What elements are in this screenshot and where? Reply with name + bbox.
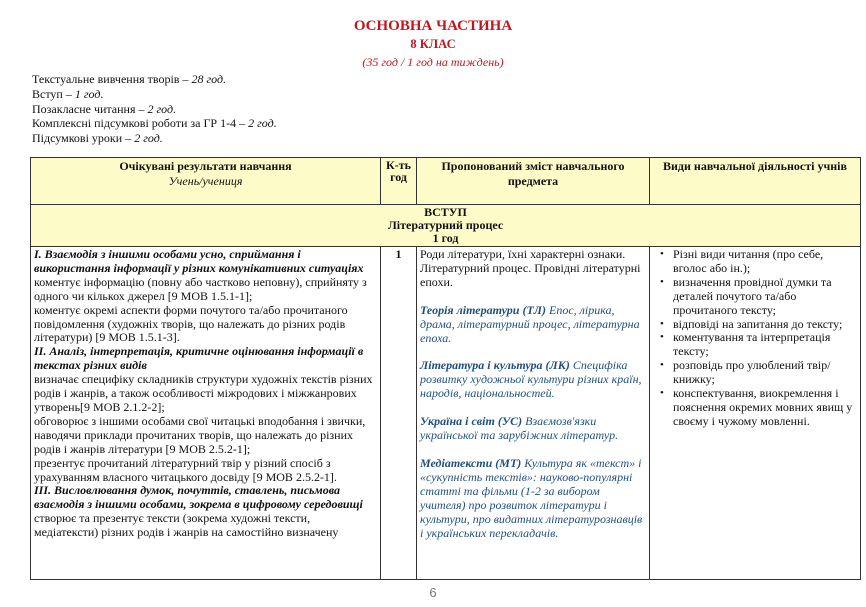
summary-line: Вступ – 1 год.	[32, 86, 104, 101]
results-text: коментує інформацію (повну або частково неповну), сприйняту з одного чи кількох джерел [9 МОВ 1.5.1-1];	[34, 274, 367, 303]
list-item: • відповіді на запитання до тексту;	[667, 318, 857, 332]
list-item: • розповідь про улюблений твір/книжку;	[667, 359, 857, 387]
page-title: ОСНОВНА ЧАСТИНА	[353, 18, 513, 34]
list-item: • конспектування, виокремлення і пояснення окремих мовних явищ у своєму і чужому мовленні.	[667, 387, 857, 429]
hours-summary	[32, 72, 277, 146]
results-heading: ІІ. Аналіз, інтерпретація, критичне оцінювання інформації в текстах різних видів	[34, 344, 364, 373]
header-content: Пропонований зміст навчального предмета	[417, 158, 650, 205]
activities-list	[653, 248, 857, 429]
summary-line: Позакласне читання – 2 год.	[32, 101, 177, 116]
list-item: • коментування та інтерпретація тексту;	[667, 331, 857, 359]
table-row	[31, 247, 861, 580]
results-cell	[31, 247, 381, 580]
content-block: Теорія літератури (ТЛ) Епос, лірика, драма, літературний процес, літературна епоха.	[420, 302, 640, 345]
content-cell	[417, 247, 650, 580]
summary-line: Підсумкові уроки – 2 год.	[32, 131, 163, 146]
activities-cell	[650, 247, 861, 580]
table-header-row	[31, 158, 861, 205]
results-text: обговорює з іншими особами свої читацькі вподобання і звички, наводячи приклади прочитаних творів, що належать до різних родів і жанрів літератури [9 МОВ 2.5.2-1];	[34, 413, 366, 456]
grade-label: 8 КЛАС	[410, 37, 456, 51]
section-hours: 1 год	[432, 231, 459, 245]
content-block: Медіатексти (МТ) Культура як «текст» і «сукупність текстів»: науково-популярні статті та фільми (1-2 за вибором учителя) про розвиток літератури і культури, про видатних літературознавців і українських перекладачів.	[420, 455, 643, 540]
results-text: презентує прочитаний літературний твір у різний спосіб з урахуванням власного читацького досвіду [9 МОВ 2.5.2-1].	[34, 455, 337, 484]
section-title: ВСТУП	[424, 205, 467, 219]
results-heading: І. Взаємодія з іншими особами усно, сприймання і використання інформації у різних комунікативних ситуаціях	[34, 247, 364, 275]
hours-note: (35 год / 1 год на тиждень)	[362, 55, 504, 69]
content-intro: Роди літератури, їхні характерні ознаки. Літературний процес. Провідні літературні епохи.	[420, 247, 641, 289]
results-text: визначає специфіку складників структури художніх текстів різних родів і жанрів, а також особливості міжродових і міжжанрових утворень[9 МОВ 2.1.2-2];	[34, 372, 373, 414]
header-activities: Види навчальної діяльності учнів	[650, 158, 861, 205]
curriculum-table	[30, 157, 861, 580]
content-block: Література і культура (ЛК) Специфіка розвитку художньої культури різних країн, народів, національностей.	[420, 358, 642, 401]
results-text: коментує окремі аспекти форми почутого та/або прочитаного повідомлення (художніх творів, що належать до різних родів літератури) [9 МОВ 1.5.1-3].	[34, 302, 348, 345]
hours-cell: 1	[381, 247, 417, 580]
page-number: 6	[429, 585, 437, 600]
section-subtitle: Літературний процес	[387, 218, 504, 232]
header-results: Очікувані результати навчання Учень/учениця	[31, 158, 381, 205]
summary-line: Комплексні підсумкові роботи за ГР 1-4 – 2 год.	[32, 116, 277, 131]
list-item: • визначення провідної думки та деталей почутого та/або прочитаного тексту;	[667, 276, 857, 318]
section-row	[31, 205, 861, 247]
results-text: створює та презентує тексти (зокрема художні тексти, медіатексти) різних родів і жанрів на самостійно визначену	[34, 511, 339, 540]
summary-line: Текстуальне вивчення творів – 28 год.	[32, 72, 227, 86]
section-cell	[31, 205, 861, 247]
header-hours: К-ть год	[381, 158, 417, 205]
list-item: • Різні види читання (про себе, вголос або ін.);	[667, 248, 857, 276]
content-block: Україна і світ (УС) Взаємозв'язки української та зарубіжних літератур.	[420, 414, 619, 443]
results-heading: ІІІ. Висловлювання думок, почуттів, ставлень, письмова взаємодія з іншими особами, зокрема в цифровому середовищі	[34, 483, 363, 512]
